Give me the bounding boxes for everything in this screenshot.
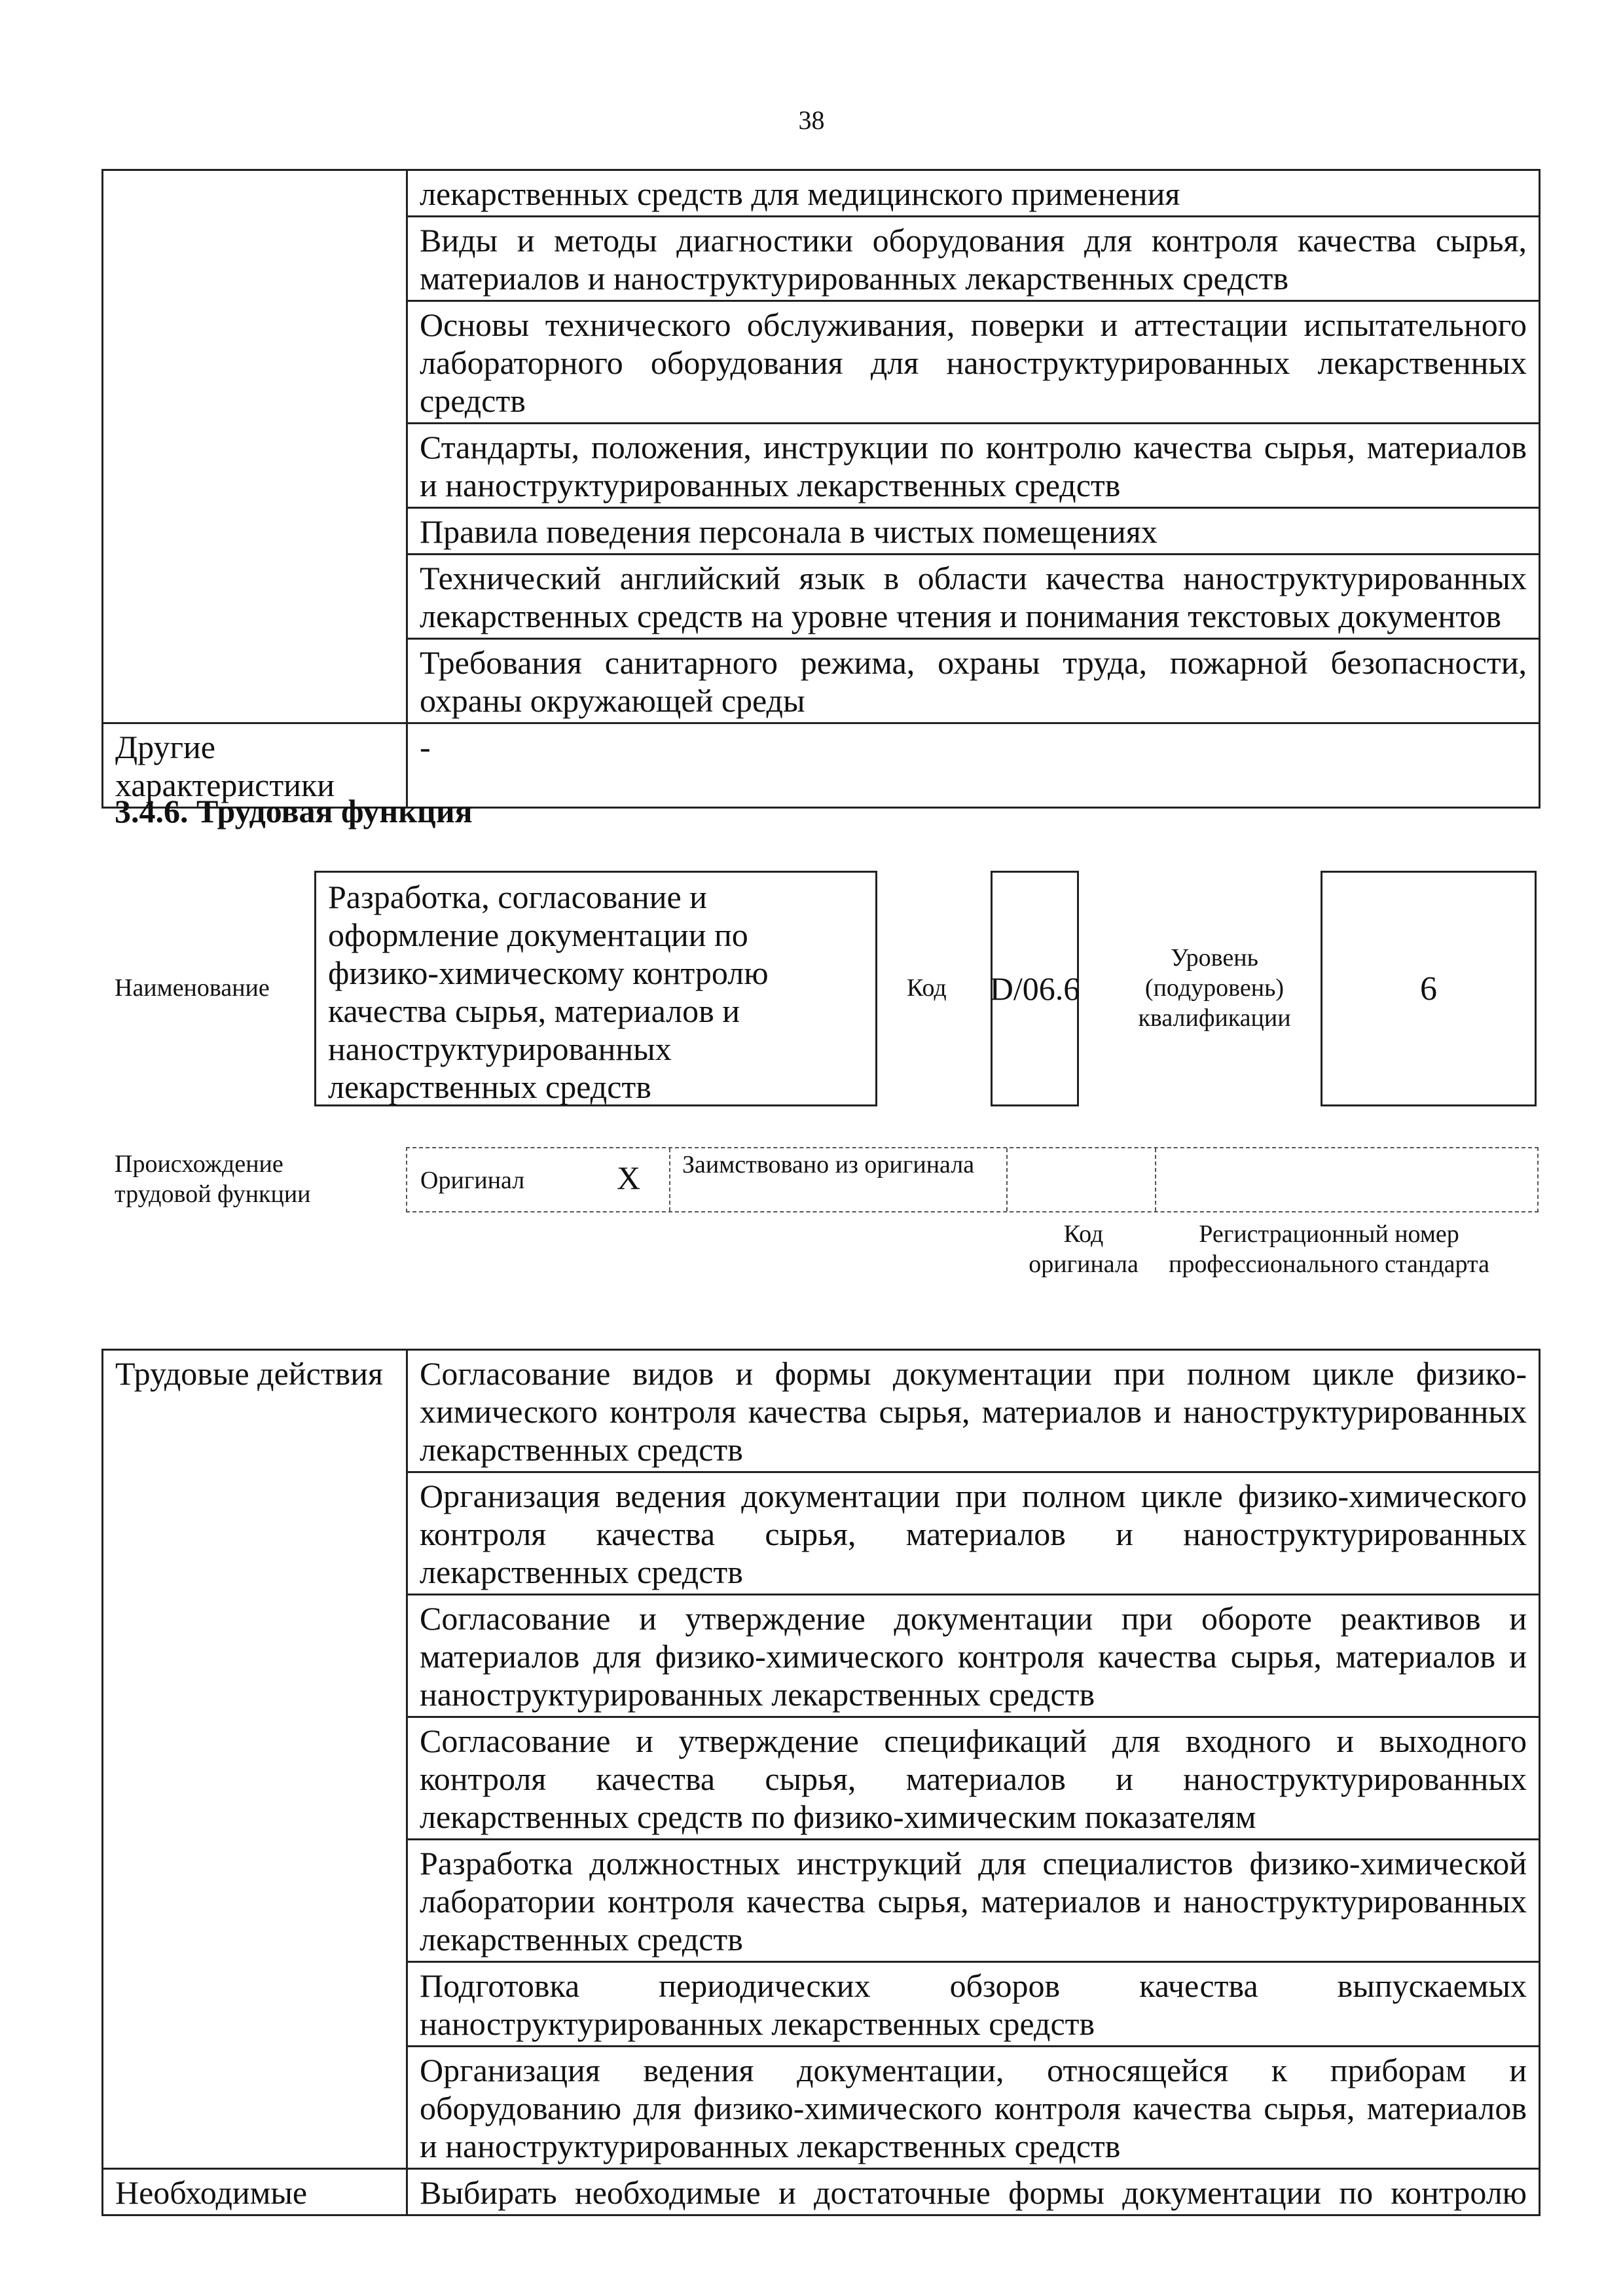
table-cell: Согласование и утверждение документации при обороте реактивов и материалов для физико-химического контроля качества сырья, материалов и наноструктурированных лекарственных средств: [407, 1595, 1540, 1717]
function-name-box: Разработка, согласование и оформление документации по физико-химическому контролю качества сырья, материалов и наноструктурированных лекарственных средств: [314, 871, 877, 1106]
original-mark: X: [617, 1159, 641, 1196]
level-value: 6: [1420, 970, 1437, 1008]
section-heading: 3.4.6. Трудовая функция: [115, 793, 473, 829]
table-cell: Организация ведения документации при полном цикле физико-химического контроля качества сырья, материалов и наноструктурированных лекарственных средств: [407, 1472, 1540, 1595]
table-cell: Согласование и утверждение спецификаций для входного и выходного контроля качества сырья, материалов и наноструктурированных лекарственных средств по физико-химическим показателям: [407, 1717, 1540, 1840]
table-row: [103, 1350, 1540, 1472]
code-original-caption: Код оригинала: [1029, 1220, 1139, 1278]
borrowed-option: Заимствовано из оригинала: [682, 1151, 975, 1178]
divider: [1006, 1148, 1008, 1211]
table-cell: Подготовка периодических обзоров качества выпускаемых наноструктурированных лекарственных средств: [407, 1962, 1540, 2047]
table-cell: Разработка должностных инструкций для специалистов физико-химической лаборатории контроля качества сырья, материалов и наноструктурированных лекарственных средств: [407, 1840, 1540, 1962]
other-characteristics-label: Другие характеристики: [103, 723, 407, 808]
empty-label-cell: [103, 170, 407, 723]
divider: [1155, 1148, 1156, 1211]
table-cell: Правила поведения персонала в чистых помещениях: [407, 508, 1540, 555]
table-row: [103, 170, 1540, 217]
labor-actions-table: [101, 1349, 1541, 2216]
name-label: Наименование: [115, 974, 270, 1002]
table-cell: Стандарты, положения, инструкции по контролю качества сырья, материалов и наноструктурированных лекарственных средств: [407, 424, 1540, 508]
original-option: Оригинал: [420, 1167, 525, 1194]
code-value-box: [991, 871, 1079, 1106]
table-cell: лекарственных средств для медицинского применения: [407, 170, 1540, 217]
divider: [669, 1148, 670, 1211]
table-cell: Требования санитарного режима, охраны труда, пожарной безопасности, охраны окружающей среды: [407, 639, 1540, 723]
table-cell: Согласование видов и формы документации при полном цикле физико-химического контроля качества сырья, материалов и наноструктурированных лекарственных средств: [407, 1350, 1540, 1472]
origin-row: [406, 1147, 1539, 1212]
level-value-box: [1321, 871, 1537, 1106]
level-label: Уровень (подуровень) квалификации: [1138, 944, 1291, 1032]
code-label: Код: [907, 974, 947, 1002]
reg-number-caption: Регистрационный номер профессионального стандарта: [1169, 1220, 1489, 1278]
table-row: [103, 2169, 1540, 2215]
table-cell: Основы технического обслуживания, поверки и аттестации испытательного лабораторного оборудования для наноструктурированных лекарственных средств: [407, 301, 1540, 424]
labor-actions-label: Трудовые действия: [103, 1350, 407, 2169]
page-number: 38: [798, 105, 825, 135]
origin-label: Происхождение трудовой функции: [115, 1150, 311, 1208]
other-characteristics-value: -: [407, 723, 1540, 808]
table-cell: Выбирать необходимые и достаточные формы документации по контролю: [407, 2169, 1540, 2215]
table-cell: Виды и методы диагностики оборудования для контроля качества сырья, материалов и наноструктурированных лекарственных средств: [407, 217, 1540, 301]
knowledge-table: [101, 169, 1541, 809]
table-cell: Организация ведения документации, относящейся к приборам и оборудованию для физико-химического контроля качества сырья, материалов и наноструктурированных лекарственных средств: [407, 2047, 1540, 2169]
code-value: D/06.6: [989, 970, 1080, 1007]
table-cell: Технический английский язык в области качества наноструктурированных лекарственных средств на уровне чтения и понимания текстовых документов: [407, 555, 1540, 639]
skills-label: Необходимые: [103, 2169, 407, 2215]
